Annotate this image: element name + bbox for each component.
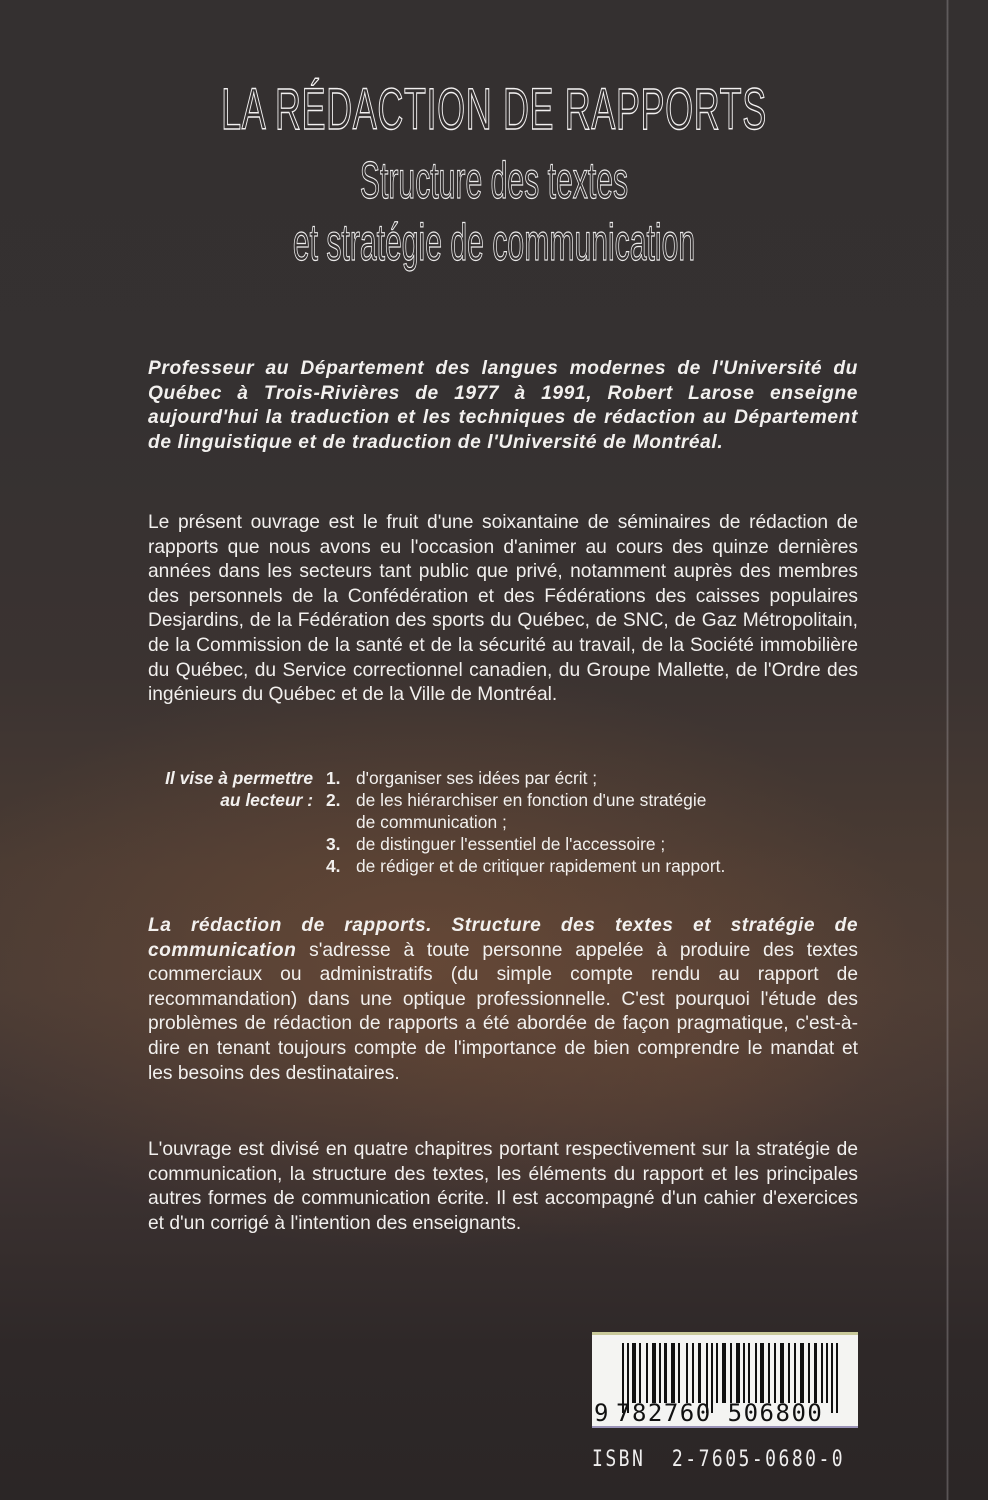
author-bio: Professeur au Département des langues modernes de l'Université du Québec à Trois-Rivières de 1977 à 1991, Robert Larose enseigne aujourd'hui la traduction et les techniques de rédaction au Département de linguistique et de traduction de l'Université de Montréal. (148, 358, 858, 453)
book-subtitle-line1: Structure des textes (359, 152, 629, 210)
barcode (592, 1332, 858, 1428)
aims-list-item (326, 833, 846, 855)
aims-label (148, 767, 313, 811)
barcode-digits (594, 1400, 854, 1426)
aims-label-line1: Il vise à permettre (165, 768, 313, 788)
isbn-label: ISBN 2-7605-0680-0 (592, 1447, 846, 1472)
barcode-lead-digit: 9 (594, 1399, 610, 1427)
barcode-number: 782760 506800 (616, 1399, 824, 1427)
description-paragraph (148, 914, 858, 1086)
title-block (0, 70, 988, 274)
aims-item-number: 4. (326, 856, 341, 876)
aims-list-item (326, 855, 846, 877)
book-subtitle-line2: et stratégie de communication (292, 214, 696, 272)
aims-label-line2: au lecteur : (220, 790, 313, 810)
intro-paragraph: Le présent ouvrage est le fruit d'une soixantaine de séminaires de rédaction de rapports que nous avons eu l'occasion d'animer au cours des quinze dernières années dans les secteurs tant public que privé, notamment auprès des membres des personnels de la Confédération et des Fédérations des caisses populaires Desjardins, de la Fédération des sports du Québec, de SNC, de Gaz Métropolitain, de la Commission de la santé et de la sécurité au travail, de la Société immobilière du Québec, du Service correctionnel canadien, du Groupe Mallette, de l'Ordre des ingénieurs du Québec et de la Ville de Montréal. (148, 512, 858, 706)
aims-list-item (326, 767, 846, 789)
description-body: s'adresse à toute personne appelée à produire des textes commerciaux ou administratifs (du simple compte rendu au rapport de recommandation) dans une optique professionnelle. C'est pourquoi l'étude des problèmes de rédaction de rapports a été abordée de façon pragmatique, c'est-à-dire en tenant toujours compte de l'importance de bien comprendre le mandat et les besoins des destinataires. (148, 939, 858, 1084)
aims-item-text: de les hiérarchiser en fonction d'une stratégie de communication ; (356, 790, 707, 832)
aims-item-text: d'organiser ses idées par écrit ; (356, 768, 598, 788)
description-title: La rédaction de rapports. Structure des textes et stratégie de communication (148, 915, 858, 961)
aims-item-text: de distinguer l'essentiel de l'accessoire ; (356, 834, 666, 854)
chapters-paragraph: L'ouvrage est divisé en quatre chapitres portant respectivement sur la stratégie de communication, la structure des textes, les éléments du rapport et les principales autres formes de communication écrite. Il est accompagné d'un cahier d'exercices et d'un corrigé à l'intention des enseignants. (148, 1139, 858, 1234)
aims-item-number: 2. (326, 790, 341, 810)
aims-list-item (326, 789, 846, 833)
aims-item-number: 3. (326, 834, 341, 854)
book-title-text: LA RÉDACTION DE RAPPORTS (221, 77, 767, 142)
book-title (188, 70, 801, 150)
aims-item-text: de rédiger et de critiquer rapidement un rapport. (356, 856, 726, 876)
aims-item-number: 1. (326, 768, 341, 788)
aims-list (326, 767, 846, 877)
